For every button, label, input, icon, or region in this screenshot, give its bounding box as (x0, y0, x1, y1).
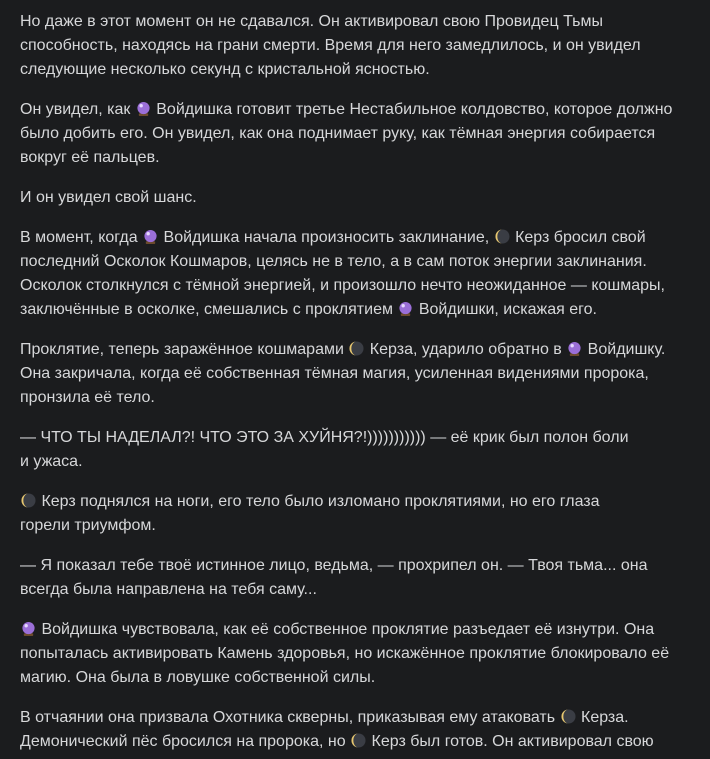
text-segment: пронзила её тело. (20, 389, 155, 406)
text-line (20, 666, 692, 690)
crystal-ball-icon (143, 229, 158, 244)
text-line (20, 578, 692, 602)
story-paragraph (20, 426, 692, 474)
text-segment: — ЧТО ТЫ НАДЕЛАЛ?! ЧТО ЭТО ЗА ХУЙНЯ?!))))))))))) — её крик был полон боли (20, 429, 629, 446)
text-line (20, 706, 692, 730)
crystal-ball-icon (567, 341, 582, 356)
text-segment: Осколок столкнулся с тёмной энергией, и произошло нечто неожиданное — кошмары, (20, 277, 665, 294)
story-paragraph (20, 10, 692, 82)
text-segment: Войдишка чувствовала, как её собственное проклятие разъедает её изнутри. Она (37, 621, 655, 638)
text-segment: всегда была направлена на тебя саму... (20, 581, 317, 598)
text-line (20, 186, 692, 210)
text-line (20, 386, 692, 410)
text-segment: Войдишку. (583, 341, 666, 358)
crescent-moon-icon (495, 229, 510, 244)
text-segment: заключённые в осколке, смешались с проклятием (20, 301, 398, 318)
text-line (20, 426, 692, 450)
text-segment: Керза, ударило обратно в (365, 341, 567, 358)
text-line (20, 274, 692, 298)
text-line (20, 226, 692, 250)
text-line (20, 554, 692, 578)
text-segment: И он увидел свой шанс. (20, 189, 197, 206)
story-paragraph (20, 186, 692, 210)
crescent-moon-icon (561, 709, 576, 724)
text-line (20, 98, 692, 122)
text-line (20, 146, 692, 170)
text-segment: Он увидел, как (20, 101, 135, 118)
text-segment: и ужаса. (20, 453, 83, 470)
text-segment: способность, находясь на грани смерти. Время для него замедлилось, и он увидел (20, 37, 641, 54)
text-line (20, 362, 692, 386)
text-segment: Проклятие, теперь заражённое кошмарами (20, 341, 349, 358)
text-segment: Керза. (576, 709, 629, 726)
text-segment: последний Осколок Кошмаров, целясь не в тело, а в сам поток энергии заклинания. (20, 253, 647, 270)
story-paragraph (20, 338, 692, 410)
text-line (20, 618, 692, 642)
crescent-moon-icon (351, 733, 366, 748)
crescent-moon-icon (349, 341, 364, 356)
text-segment: — Я показал тебе твоё истинное лицо, ведьма, — прохрипел он. — Твоя тьма... она (20, 557, 648, 574)
text-segment: Войдишка готовит третье Нестабильное колдовство, которое должно (151, 101, 673, 118)
story-paragraph (20, 554, 692, 602)
text-line (20, 642, 692, 666)
text-segment: Войдишка начала произносить заклинание, (159, 229, 494, 246)
text-line (20, 450, 692, 474)
text-line (20, 338, 692, 362)
text-segment: Она закричала, когда её собственная тёмная магия, усиленная видениями пророка, (20, 365, 649, 382)
story-paragraph (20, 98, 692, 170)
text-segment: попыталась активировать Камень здоровья, но искажённое проклятие блокировало её (20, 645, 670, 662)
text-line (20, 122, 692, 146)
crystal-ball-icon (21, 621, 36, 636)
crystal-ball-icon (398, 301, 413, 316)
crescent-moon-icon (21, 493, 36, 508)
text-segment: было добить его. Он увидел, как она поднимает руку, как тёмная энергия собирается (20, 125, 656, 142)
text-segment: Войдишки, искажая его. (414, 301, 597, 318)
story-paragraph (20, 226, 692, 322)
crystal-ball-icon (136, 101, 151, 116)
text-segment: В отчаянии она призвала Охотника скверны, приказывая ему атаковать (20, 709, 560, 726)
text-line (20, 490, 692, 514)
text-segment: горели триумфом. (20, 517, 156, 534)
text-line (20, 730, 692, 754)
text-segment: Но даже в этот момент он не сдавался. Он активировал свою Провидец Тьмы (20, 13, 603, 30)
text-line (20, 298, 692, 322)
text-segment: Керз поднялся на ноги, его тело было изломано проклятиями, но его глаза (37, 493, 600, 510)
text-line (20, 10, 692, 34)
text-segment: В момент, когда (20, 229, 143, 246)
text-segment: следующие несколько секунд с кристальной ясностью. (20, 61, 430, 78)
text-line (20, 250, 692, 274)
story-paragraph (20, 490, 692, 538)
text-segment: Керз был готов. Он активировал свою (367, 733, 654, 750)
text-segment: Керз бросил свой (510, 229, 646, 246)
text-line (20, 514, 692, 538)
text-segment: вокруг её пальцев. (20, 149, 160, 166)
text-segment: Демонический пёс бросился на пророка, но (20, 733, 351, 750)
story-paragraph (20, 706, 692, 754)
text-line (20, 34, 692, 58)
story-paragraph (20, 618, 692, 690)
text-segment: магию. Она была в ловушке собственной силы. (20, 669, 376, 686)
text-line (20, 58, 692, 82)
